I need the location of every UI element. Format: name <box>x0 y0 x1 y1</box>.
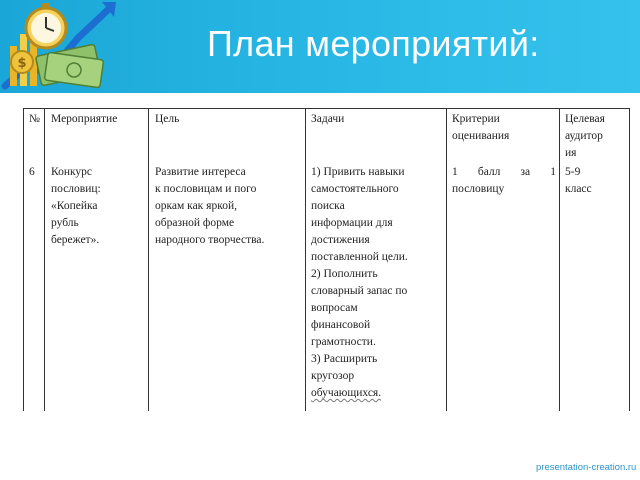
row-goal-line: народного творчества. <box>155 234 265 246</box>
row-tasks-line: 2) Пополнить <box>311 268 378 280</box>
row-tasks-line: поставленной цели. <box>311 251 408 263</box>
row-goal-line: образной форме <box>155 217 235 229</box>
row-criteria-line: пословицу <box>452 183 505 195</box>
column-divider <box>44 108 45 411</box>
row-event-line: пословиц: <box>51 183 101 195</box>
row-tasks-line: информации для <box>311 217 393 229</box>
row-criteria-word: за <box>520 166 531 178</box>
header-tasks-text: Задачи <box>311 113 345 125</box>
row-event-line: «Копейка <box>51 200 98 212</box>
row-goal-line: оркам как яркой, <box>155 200 237 212</box>
column-divider <box>446 108 447 411</box>
row-tasks-line: 1) Привить навыки <box>311 166 405 178</box>
header-audience <box>565 111 605 162</box>
row-tasks-line: самостоятельного <box>311 183 399 195</box>
row-tasks-line: достижения <box>311 234 370 246</box>
row-criteria-word: 1 <box>452 166 458 178</box>
header-num-text: № <box>29 113 40 125</box>
column-divider <box>305 108 306 411</box>
row-tasks-line: грамотности. <box>311 336 376 348</box>
table-right-border <box>629 108 630 411</box>
header-tasks <box>311 111 344 128</box>
row-tasks-line: поиска <box>311 200 345 212</box>
header-criteria <box>452 111 509 145</box>
table-left-border <box>23 108 24 411</box>
header-criteria-line: Критерии <box>452 113 500 125</box>
row-num-text: 6 <box>29 166 35 178</box>
row-event-line: бережет». <box>51 234 100 246</box>
banknotes-icon <box>36 44 104 88</box>
row-event-line: Конкурс <box>51 166 93 178</box>
row-event-line: рубль <box>51 217 79 229</box>
row-tasks <box>311 164 408 402</box>
row-tasks-line: 3) Расширить <box>311 353 378 365</box>
site-watermark: presentation-creation.ru <box>536 462 637 473</box>
header-num <box>29 111 40 128</box>
header-goal-text: Цель <box>155 113 180 125</box>
row-tasks-line: словарный запас по <box>311 285 408 297</box>
row-criteria-justified-line <box>452 164 556 181</box>
column-divider <box>148 108 149 411</box>
svg-text:$: $ <box>17 56 27 71</box>
column-divider <box>559 108 560 411</box>
page-title: План мероприятий: <box>207 23 540 64</box>
row-criteria-word: балл <box>477 166 501 178</box>
header-event-text: Мероприятие <box>51 113 118 125</box>
header-event <box>51 111 117 128</box>
row-num <box>29 164 35 181</box>
header-audience-line: аудитор <box>565 130 603 142</box>
finance-decoration <box>0 0 118 93</box>
row-goal-line: Развитие интереса <box>155 166 246 178</box>
row-goal-line: к пословицам и пого <box>155 183 257 195</box>
row-audience-line: 5-9 <box>565 166 581 178</box>
row-event <box>51 164 101 249</box>
row-tasks-line: вопросам <box>311 302 358 314</box>
header-criteria-line: оценивания <box>452 130 510 142</box>
header-audience-line: Целевая <box>565 113 605 125</box>
row-audience <box>565 164 592 198</box>
events-table <box>23 108 630 411</box>
row-tasks-line: финансовой <box>311 319 371 331</box>
table-top-border <box>23 108 630 109</box>
row-criteria-word: 1 <box>550 166 556 178</box>
row-criteria <box>452 164 556 198</box>
pocket-watch-icon <box>26 3 66 48</box>
header-audience-line: ия <box>565 147 577 159</box>
row-tasks-line: обучающихся. <box>311 387 382 399</box>
title-banner <box>0 0 640 93</box>
row-goal <box>155 164 264 249</box>
header-goal <box>155 111 179 128</box>
dollar-sign-icon <box>11 51 33 73</box>
row-tasks-line: кругозор <box>311 370 355 382</box>
row-audience-line: класс <box>565 183 592 195</box>
